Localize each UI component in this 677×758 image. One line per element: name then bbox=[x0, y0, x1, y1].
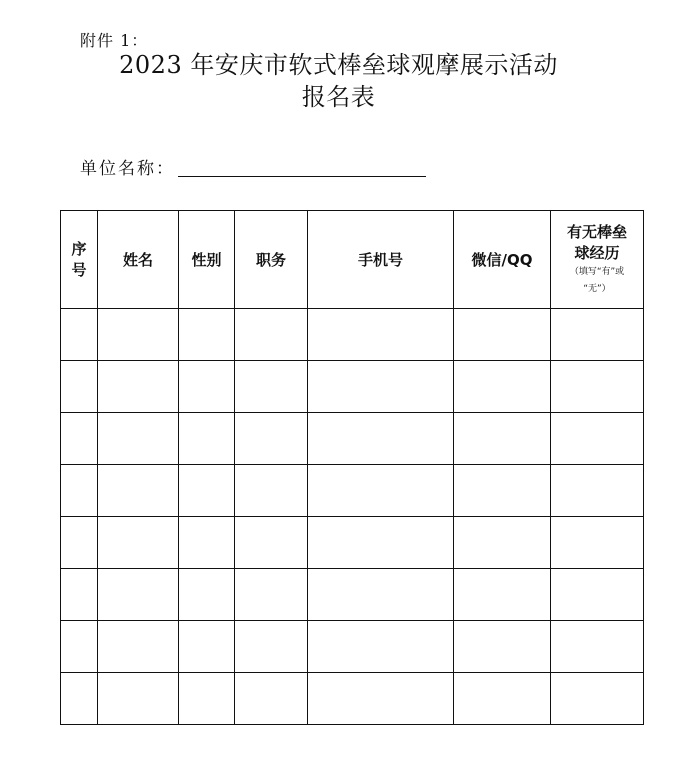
table-row bbox=[61, 517, 644, 569]
table-row bbox=[61, 673, 644, 725]
cell-phone[interactable] bbox=[308, 361, 454, 413]
cell-position[interactable] bbox=[235, 413, 308, 465]
table-row bbox=[61, 309, 644, 361]
cell-seq[interactable] bbox=[61, 465, 98, 517]
form-subtitle: 报名表 bbox=[301, 83, 376, 111]
header-phone: 手机号 bbox=[308, 211, 454, 309]
cell-gender[interactable] bbox=[179, 517, 235, 569]
table-row bbox=[61, 465, 644, 517]
unit-name-label: 单位名称： bbox=[80, 159, 175, 179]
cell-name[interactable] bbox=[98, 517, 179, 569]
header-experience-line2: 球经历 bbox=[574, 243, 620, 262]
cell-position[interactable] bbox=[235, 673, 308, 725]
cell-gender[interactable] bbox=[179, 361, 235, 413]
cell-gender[interactable] bbox=[179, 569, 235, 621]
cell-name[interactable] bbox=[98, 361, 179, 413]
header-seq-line2: 号 bbox=[71, 260, 87, 279]
table-row bbox=[61, 413, 644, 465]
cell-experience[interactable] bbox=[551, 465, 644, 517]
cell-phone[interactable] bbox=[308, 309, 454, 361]
cell-name[interactable] bbox=[98, 413, 179, 465]
header-seq bbox=[61, 211, 98, 309]
form-title: 2023 年安庆市软式棒垒球观摩展示活动 bbox=[119, 51, 558, 79]
header-gender: 性别 bbox=[179, 211, 235, 309]
table-row bbox=[61, 621, 644, 673]
header-experience bbox=[551, 211, 644, 309]
cell-wechat[interactable] bbox=[454, 621, 551, 673]
cell-phone[interactable] bbox=[308, 569, 454, 621]
cell-seq[interactable] bbox=[61, 673, 98, 725]
cell-seq[interactable] bbox=[61, 621, 98, 673]
header-name: 姓名 bbox=[98, 211, 179, 309]
cell-gender[interactable] bbox=[179, 465, 235, 517]
cell-phone[interactable] bbox=[308, 465, 454, 517]
header-seq-line1: 序 bbox=[71, 239, 87, 258]
table-header-row bbox=[61, 211, 644, 309]
cell-wechat[interactable] bbox=[454, 465, 551, 517]
cell-position[interactable] bbox=[235, 309, 308, 361]
table-body bbox=[61, 309, 644, 725]
cell-seq[interactable] bbox=[61, 309, 98, 361]
cell-phone[interactable] bbox=[308, 413, 454, 465]
cell-name[interactable] bbox=[98, 673, 179, 725]
cell-experience[interactable] bbox=[551, 673, 644, 725]
header-wechat: 微信/QQ bbox=[454, 211, 551, 309]
table-row bbox=[61, 361, 644, 413]
cell-experience[interactable] bbox=[551, 413, 644, 465]
cell-name[interactable] bbox=[98, 569, 179, 621]
registration-table bbox=[60, 210, 644, 725]
cell-phone[interactable] bbox=[308, 673, 454, 725]
header-position: 职务 bbox=[235, 211, 308, 309]
cell-experience[interactable] bbox=[551, 361, 644, 413]
cell-phone[interactable] bbox=[308, 621, 454, 673]
cell-wechat[interactable] bbox=[454, 673, 551, 725]
cell-wechat[interactable] bbox=[454, 517, 551, 569]
cell-position[interactable] bbox=[235, 621, 308, 673]
unit-name-field[interactable] bbox=[178, 176, 426, 177]
cell-seq[interactable] bbox=[61, 517, 98, 569]
cell-wechat[interactable] bbox=[454, 569, 551, 621]
cell-gender[interactable] bbox=[179, 413, 235, 465]
header-experience-note1: （填写“有”或 bbox=[569, 266, 625, 277]
cell-position[interactable] bbox=[235, 569, 308, 621]
cell-experience[interactable] bbox=[551, 517, 644, 569]
cell-experience[interactable] bbox=[551, 621, 644, 673]
cell-experience[interactable] bbox=[551, 569, 644, 621]
cell-gender[interactable] bbox=[179, 309, 235, 361]
cell-name[interactable] bbox=[98, 309, 179, 361]
header-experience-line1: 有无棒垒 bbox=[566, 222, 627, 241]
cell-position[interactable] bbox=[235, 465, 308, 517]
cell-wechat[interactable] bbox=[454, 413, 551, 465]
cell-gender[interactable] bbox=[179, 673, 235, 725]
cell-seq[interactable] bbox=[61, 361, 98, 413]
header-experience-note2: “无”） bbox=[583, 283, 611, 294]
cell-wechat[interactable] bbox=[454, 361, 551, 413]
cell-wechat[interactable] bbox=[454, 309, 551, 361]
cell-seq[interactable] bbox=[61, 413, 98, 465]
cell-phone[interactable] bbox=[308, 517, 454, 569]
cell-seq[interactable] bbox=[61, 569, 98, 621]
cell-experience[interactable] bbox=[551, 309, 644, 361]
cell-name[interactable] bbox=[98, 465, 179, 517]
cell-gender[interactable] bbox=[179, 621, 235, 673]
cell-position[interactable] bbox=[235, 361, 308, 413]
attachment-label: 附件 1： bbox=[80, 31, 149, 50]
table-row bbox=[61, 569, 644, 621]
cell-name[interactable] bbox=[98, 621, 179, 673]
cell-position[interactable] bbox=[235, 517, 308, 569]
